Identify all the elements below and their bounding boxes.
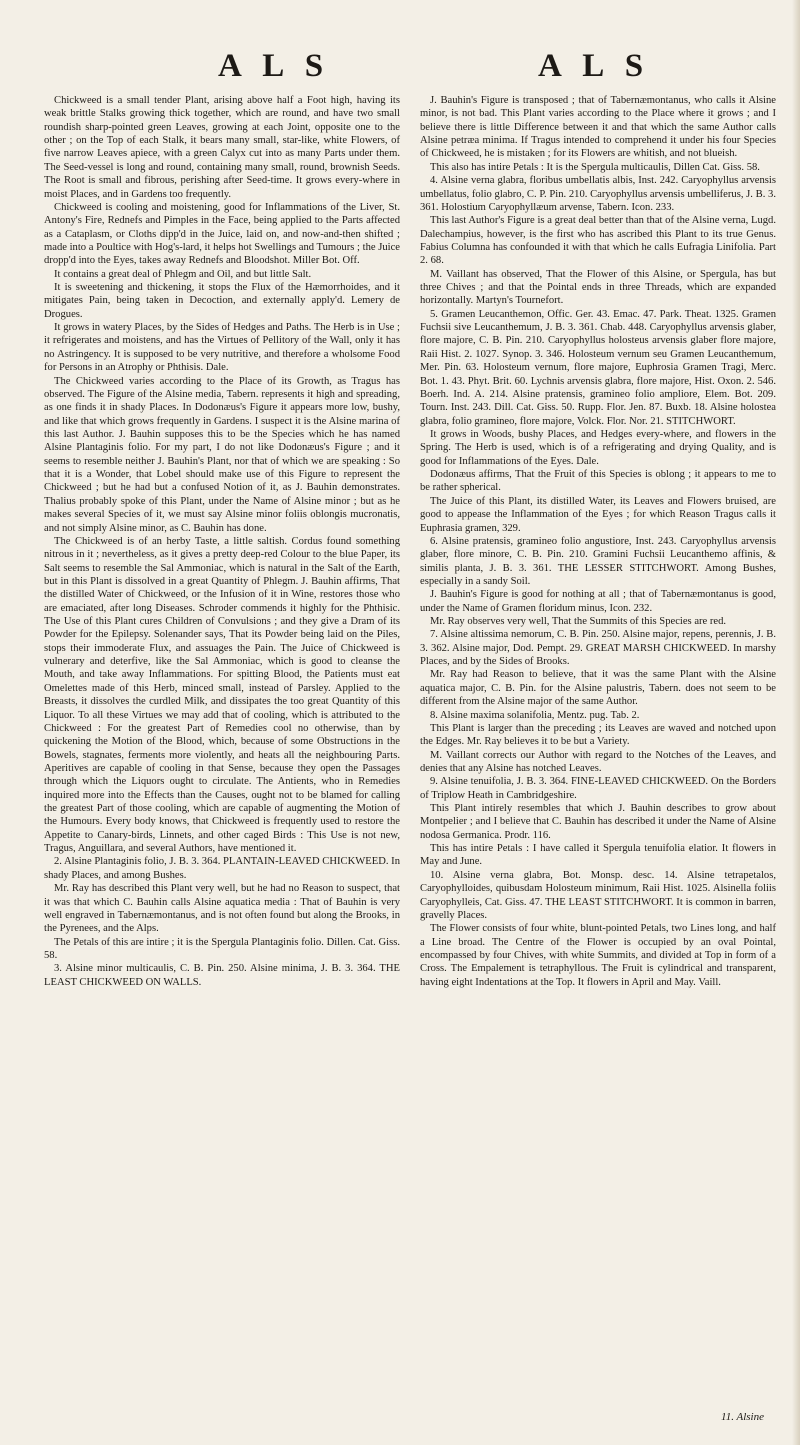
paragraph: M. Vaillant corrects our Author with regard to the Notches of the Leaves, and denies that any Alsine has notched Leaves. — [420, 749, 776, 774]
right-column — [420, 94, 776, 989]
running-head-right: A L S — [538, 48, 651, 84]
paragraph: The Petals of this are intire ; it is the Spergula Plantaginis folio. Dillen. Cat. Giss. 58. — [44, 936, 400, 961]
paragraph: 10. Alsine verna glabra, Bot. Monsp. desc. 14. Alsine tetrapetalos, Caryophylloides, quibusdam Holosteum minimum, Raii Hist. 1025. Alsinella foliis Caryophylleis, Cat. Giss. 47. THE LEAST STITCHWORT. It is common in barren, gravelly Places. — [420, 869, 776, 921]
paragraph: It contains a great deal of Phlegm and Oil, and but little Salt. — [54, 268, 312, 280]
paragraph: 5. Gramen Leucanthemon, Offic. Ger. 43. Emac. 47. Park. Theat. 1325. Gramen Fuchsii sive Leucanthemum, J. B. 3. 361. Chab. 448. Caryophyllus arvensis glaber, flore majore, C. B. Pin. 210. Caryophyllus holosteus arvensis glaber flore majore, Raii Hist. 2. 1027. Synop. 3. 346. Holosteum vernum seu Gramen Leucanthemum, Mer. Pin. 63. Holosteum vernum, flore majore, Euphrosia Gramen Tragi, Merc. Bot. 1. 43. Phyt. Brit. 60. Lychnis arvensis glabra, flore majore, Hist. Oxon. 2. 546. Boerh. Ind. A. 214. Alsine pratensis, gramineo folio ampliore, Elem. Bot. 209. Tourn. Inst. 243. Dill. Cat. Giss. 50. Rupp. Flor. Jen. 87. Buxb. 18. Alsine holostea glabra, folio gramineo, flore majore, Volck. Flor. Nor. 21. STITCHWORT. — [420, 308, 776, 427]
paragraph: This Plant is larger than the preceding ; its Leaves are waved and notched upon the Edges. Mr. Ray believes it to be but a Variety. — [420, 722, 776, 748]
paragraph: The Chickweed is of an herby Taste, a little saltish. Cordus found something nitrous in it ; nevertheless, as it gives a pretty deep-red Colour to the blue Paper, its Salt seems to resemble the Sal Ammoniac, which is natural in the Salt of the Earth, but in this Plant is dissolved in a great Quantity of Phlegm. J. Bauhin affirms, That the distilled Water of Chickweed, or the Infusion of it in Wine, restores those who are emaciated, after long Diseases. Schroder commends it highly for the Phthisic. The Use of this Plant cures Children of Convulsions ; and they give a Dram of its Powder for the Epilepsy. Solenander says, That its Powder being laid on the Piles, stops their immoderate Flux, and assuages the Pain. The Juice of Chickweed is vulnerary and deterfive, like the Sal Ammoniac, which is good to cleanse the Mouth, and take away Inflammations. For spitting Blood, the Patients must eat Omelettes made of this Herb, minced small, instead of Parsley. Applied to the Breasts, it dissolves the curdled Milk, and dissipates the too great Quantity of this Liquor. To all these Virtues we may add that of cooling, which is attributed to the Chickweed : For the greatest Part of Remedies cool no otherwise, than by quickening the Motion of the Blood, which, because of some Obstructions in the Bowels, stagnates, ferments more violently, and heats all the neighbouring Parts. Aperitives are capable of cooling in that Sense, because they open the Passages through which the Liquors ought to circulate. The Antients, who in Remedies inquired more into the Effects than the Causes, ought not to be blamed for calling the greatest Part of those cooling, which are capable of augmenting the Motion of the Humours. Every body knows, that Chickweed is frequently used to restore the Appetite to Canary-birds, Linnets, and other caged Birds : This Use is not new, Tragus, Anguillara, and several Authors, have mentioned it. — [44, 535, 400, 855]
paragraph: This has intire Petals : I have called it Spergula tenuifolia elatior. It flowers in May and June. — [420, 843, 776, 868]
paragraph: It grows in Woods, bushy Places, and Hedges every-where, and flowers in the Spring. The Herb is used, which is of a refrigerating and drying Quality, and is good for Inflammations of the Eyes. Dale. — [420, 428, 776, 467]
paragraph: This last Author's Figure is a great deal better than that of the Alsine verna, Lugd. Dalechampius, however, is the first who has ascribed this Plant to its true Genus. Fabius Columna has confounded it with that which he calls Eufragia Linifolia. Part 2. 68. — [420, 215, 776, 267]
paragraph: 7. Alsine altissima nemorum, C. B. Pin. 250. Alsine major, repens, perennis, J. B. 3. 362. Alsine major, Dod. Pempt. 29. GREAT MARSH CHICKWEED. In marshy Places, and by the Sides of Brooks. — [420, 629, 776, 668]
paragraph: This also has intire Petals : It is the Spergula multicaulis, Dillen Cat. Giss. 58. — [430, 161, 760, 173]
paragraph: Mr. Ray observes very well, That the Summits of this Species are red. — [430, 616, 727, 628]
paragraph: Chickweed is a small tender Plant, arising above half a Foot high, having its weak brittle Stalks growing thick together, which are round, and have two small roundish sharp-pointed green Leaves, growing at each Joint, opposite one to the other ; on the Top of each Stalk, it bears many small, star-like, white Flowers, of five narrow Leaves apiece, with a green Calyx cut into as many Parts under them. The Seed-vessel is long and round, containing many small, round, brownish Seeds. The Root is small and fibrous, perishing after Seed-time. It grows every-where in moist Places, and in Gardens too frequently. — [44, 95, 400, 200]
paragraph: Mr. Ray had Reason to believe, that it was the same Plant with the Alsine aquatica major, C. B. Pin. for the Alsine palustris, Tabern. does not seem to be different from the Alsine major of the same Author. — [420, 669, 776, 708]
paragraph: Mr. Ray has described this Plant very well, but he had no Reason to suspect, that it was that which C. Bauhin calls Alsine aquatica media : That of Bauhin is very well engraved in Tabernæmontanus, and is not often found but along the Brooks, in the Pyrenees, and the Alps. — [44, 883, 400, 935]
paragraph: 2. Alsine Plantaginis folio, J. B. 3. 364. PLANTAIN-LEAVED CHICKWEED. In shady Places, and among Bushes. — [44, 856, 400, 881]
running-head-left: A L S — [218, 48, 331, 84]
paragraph: The Flower consists of four white, blunt-pointed Petals, two Lines long, and half a Line broad. The Centre of the Flower is occupied by an oval Pointal, encompassed by four Chives, with white Summits, and divided at Top in form of a Cross. The Empalement is tetraphyllous. The Fruit is cylindrical and transparent, having eight Indentations at the Top. It flowers in April and May. Vaill. — [420, 923, 776, 988]
paragraph: The Juice of this Plant, its distilled Water, its Leaves and Flowers bruised, are good to appease the Inflammation of the Eyes ; for which Reason Tragus calls it Euphrasia gramen, 329. — [420, 495, 776, 534]
left-column — [44, 94, 400, 989]
paragraph: The Chickweed varies according to the Place of its Growth, as Tragus has observed. The Figure of the Alsine media, Tabern. represents it high and spreading, as one finds it in shady Places. In Dodonæus's Figure it appears more low, bushy, and like that which grows frequently in Gardens. I suspect it is the Alsine marina of this last Author. J. Bauhin supposes this to be the Species which he has named Alsine Plantaginis folio. For my part, I do not like Dodonæus's Figure ; and it seems to resemble neither J. Bauhin's Plant, nor that of which we are speaking : So that it is a Wonder, that Lobel should make use of this Figure to represent the Chickweed ; but he had but a confused Notion of it, as J. Bauhin demonstrates. Thalius probably spoke of this Plant, under the Name of Alsine minor ; but as he makes several Species of it, we must say Alsine minor foliis oblongis mucronatis, and not simply Alsine minor, as C. Bauhin has done. — [44, 375, 400, 534]
page-edge-shadow — [792, 0, 800, 1445]
paragraph: M. Vaillant has observed, That the Flower of this Alsine, or Spergula, has but three Chives ; and that the Pointal ends in three Threads, which are expanded horizontally. Martyn's Tournefort. — [420, 268, 776, 307]
paragraph: J. Bauhin's Figure is transposed ; that of Tabernæmontanus, who calls it Alsine minor, is not bad. This Plant varies according to the Place where it grows ; and I believe there is little Difference between it and that which the same Author calls Alsine petræa minima. If Tragus intended to comprehend it under his four Species of Chickweed, he is mistaken ; for its Flowers are whitish, and not blueish. — [420, 95, 776, 160]
paragraph: 9. Alsine tenuifolia, J. B. 3. 364. FINE-LEAVED CHICKWEED. On the Borders of Triplow Heath in Cambridgeshire. — [420, 776, 776, 801]
text-columns — [44, 94, 776, 989]
paragraph: 3. Alsine minor multicaulis, C. B. Pin. 250. Alsine minima, J. B. 3. 364. THE LEAST CHICKWEED ON WALLS. — [44, 963, 400, 988]
paragraph: 4. Alsine verna glabra, floribus umbellatis albis, Inst. 242. Caryophyllus arvensis umbellatus, folio glabro, C. P. Pin. 210. Caryophyllus arvensis umbelliferus, J. B. 3. 361. Holostium Caryophyllæum arvense, Tabern. Icon. 233. — [420, 175, 776, 213]
paragraph: It grows in watery Places, by the Sides of Hedges and Paths. The Herb is in Use ; it refrigerates and moistens, and has the Virtues of Pellitory of the Wall, only it has no Astringency. It is supposed to be very nutritive, and therefore a wholsome Food for Persons in an Atrophy or Phthisis. Dale. — [44, 322, 400, 374]
paragraph: J. Bauhin's Figure is good for nothing at all ; that of Tabernæmontanus is good, under the Name of Gramen floridum minus, Icon. 232. — [420, 589, 776, 614]
paragraph: 6. Alsine pratensis, gramineo folio angustiore, Inst. 243. Caryophyllus arvensis glaber, flore minore, C. B. Pin. 210. Gramini Fuchsii Leucanthemo affinis, & similis planta, J. B. 3. 361. THE LESSER STITCHWORT. Among Bushes, especially in a sandy Soil. — [420, 535, 776, 587]
paragraph: Chickweed is cooling and moistening, good for Inflammations of the Liver, St. Antony's Fire, Rednefs and Pimples in the Face, being applied to the Parts affected as a Cataplasm, or Cloths dipp'd in the Juice, laid on, and now-and-then shifted ; made into a Poultice with Hog's-lard, it helps hot Swellings and Tumours ; the Juice dropp'd into the Eyes, takes away Rednefs and Bloodshot. Miller Bot. Off. — [44, 201, 400, 267]
paragraph: 8. Alsine maxima solanifolia, Mentz. pug. Tab. 2. — [430, 709, 640, 721]
running-headers — [0, 48, 800, 88]
paragraph: Dodonæus affirms, That the Fruit of this Species is oblong ; it appears to me to be rather spherical. — [420, 469, 776, 494]
catchword: 11. Alsine — [721, 1411, 764, 1423]
paragraph: It is sweetening and thickening, it stops the Flux of the Hæmorrhoides, and it mitigates Pain, being taken in Decoction, and externally apply'd. Lemery de Drogues. — [44, 282, 400, 320]
paragraph: This Plant intirely resembles that which J. Bauhin describes to grow about Montpelier ; and I believe that C. Bauhin has described it under the Name of Alsine nodosa Germanica. Prodr. 116. — [420, 803, 776, 841]
